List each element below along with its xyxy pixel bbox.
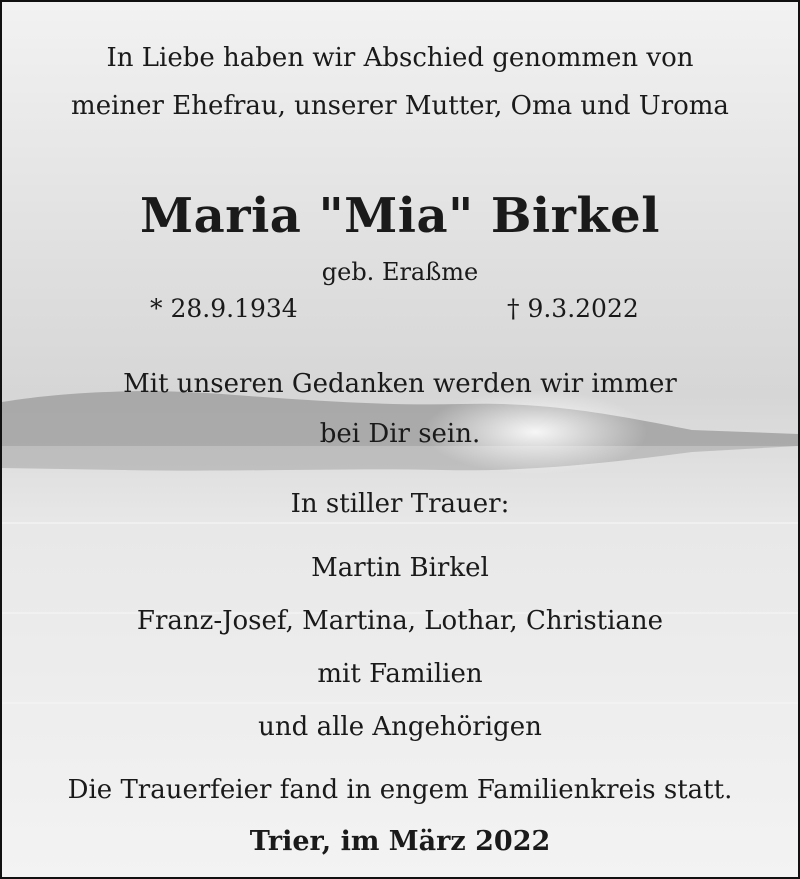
deceased-name: Maria "Mia" Birkel: [140, 188, 660, 244]
mourner-line-1: Martin Birkel: [311, 553, 489, 583]
quote-line-1: Mit unseren Gedanken werden wir immer: [123, 369, 677, 399]
funeral-note: Die Trauerfeier fand in engem Familienkreis statt.: [67, 775, 733, 805]
mourner-line-2: Franz-Josef, Martina, Lothar, Christiane: [136, 606, 664, 636]
water-shimmer-1: [2, 522, 798, 524]
maiden-name: geb. Eraßme: [321, 258, 479, 286]
intro-line-2: meiner Ehefrau, unserer Mutter, Oma und Uroma: [71, 91, 729, 121]
water-shimmer-3: [2, 702, 798, 704]
intro-line-1: In Liebe haben wir Abschied genommen von: [106, 43, 694, 73]
death-date: † 9.3.2022: [507, 294, 639, 323]
mourning-heading: In stiller Trauer:: [290, 489, 510, 519]
quote-line-2: bei Dir sein.: [319, 419, 481, 449]
place-and-date: Trier, im März 2022: [249, 826, 551, 857]
mourner-line-3: mit Familien: [317, 659, 483, 689]
birth-date: * 28.9.1934: [150, 294, 298, 323]
mourner-line-4: und alle Angehörigen: [258, 712, 542, 742]
